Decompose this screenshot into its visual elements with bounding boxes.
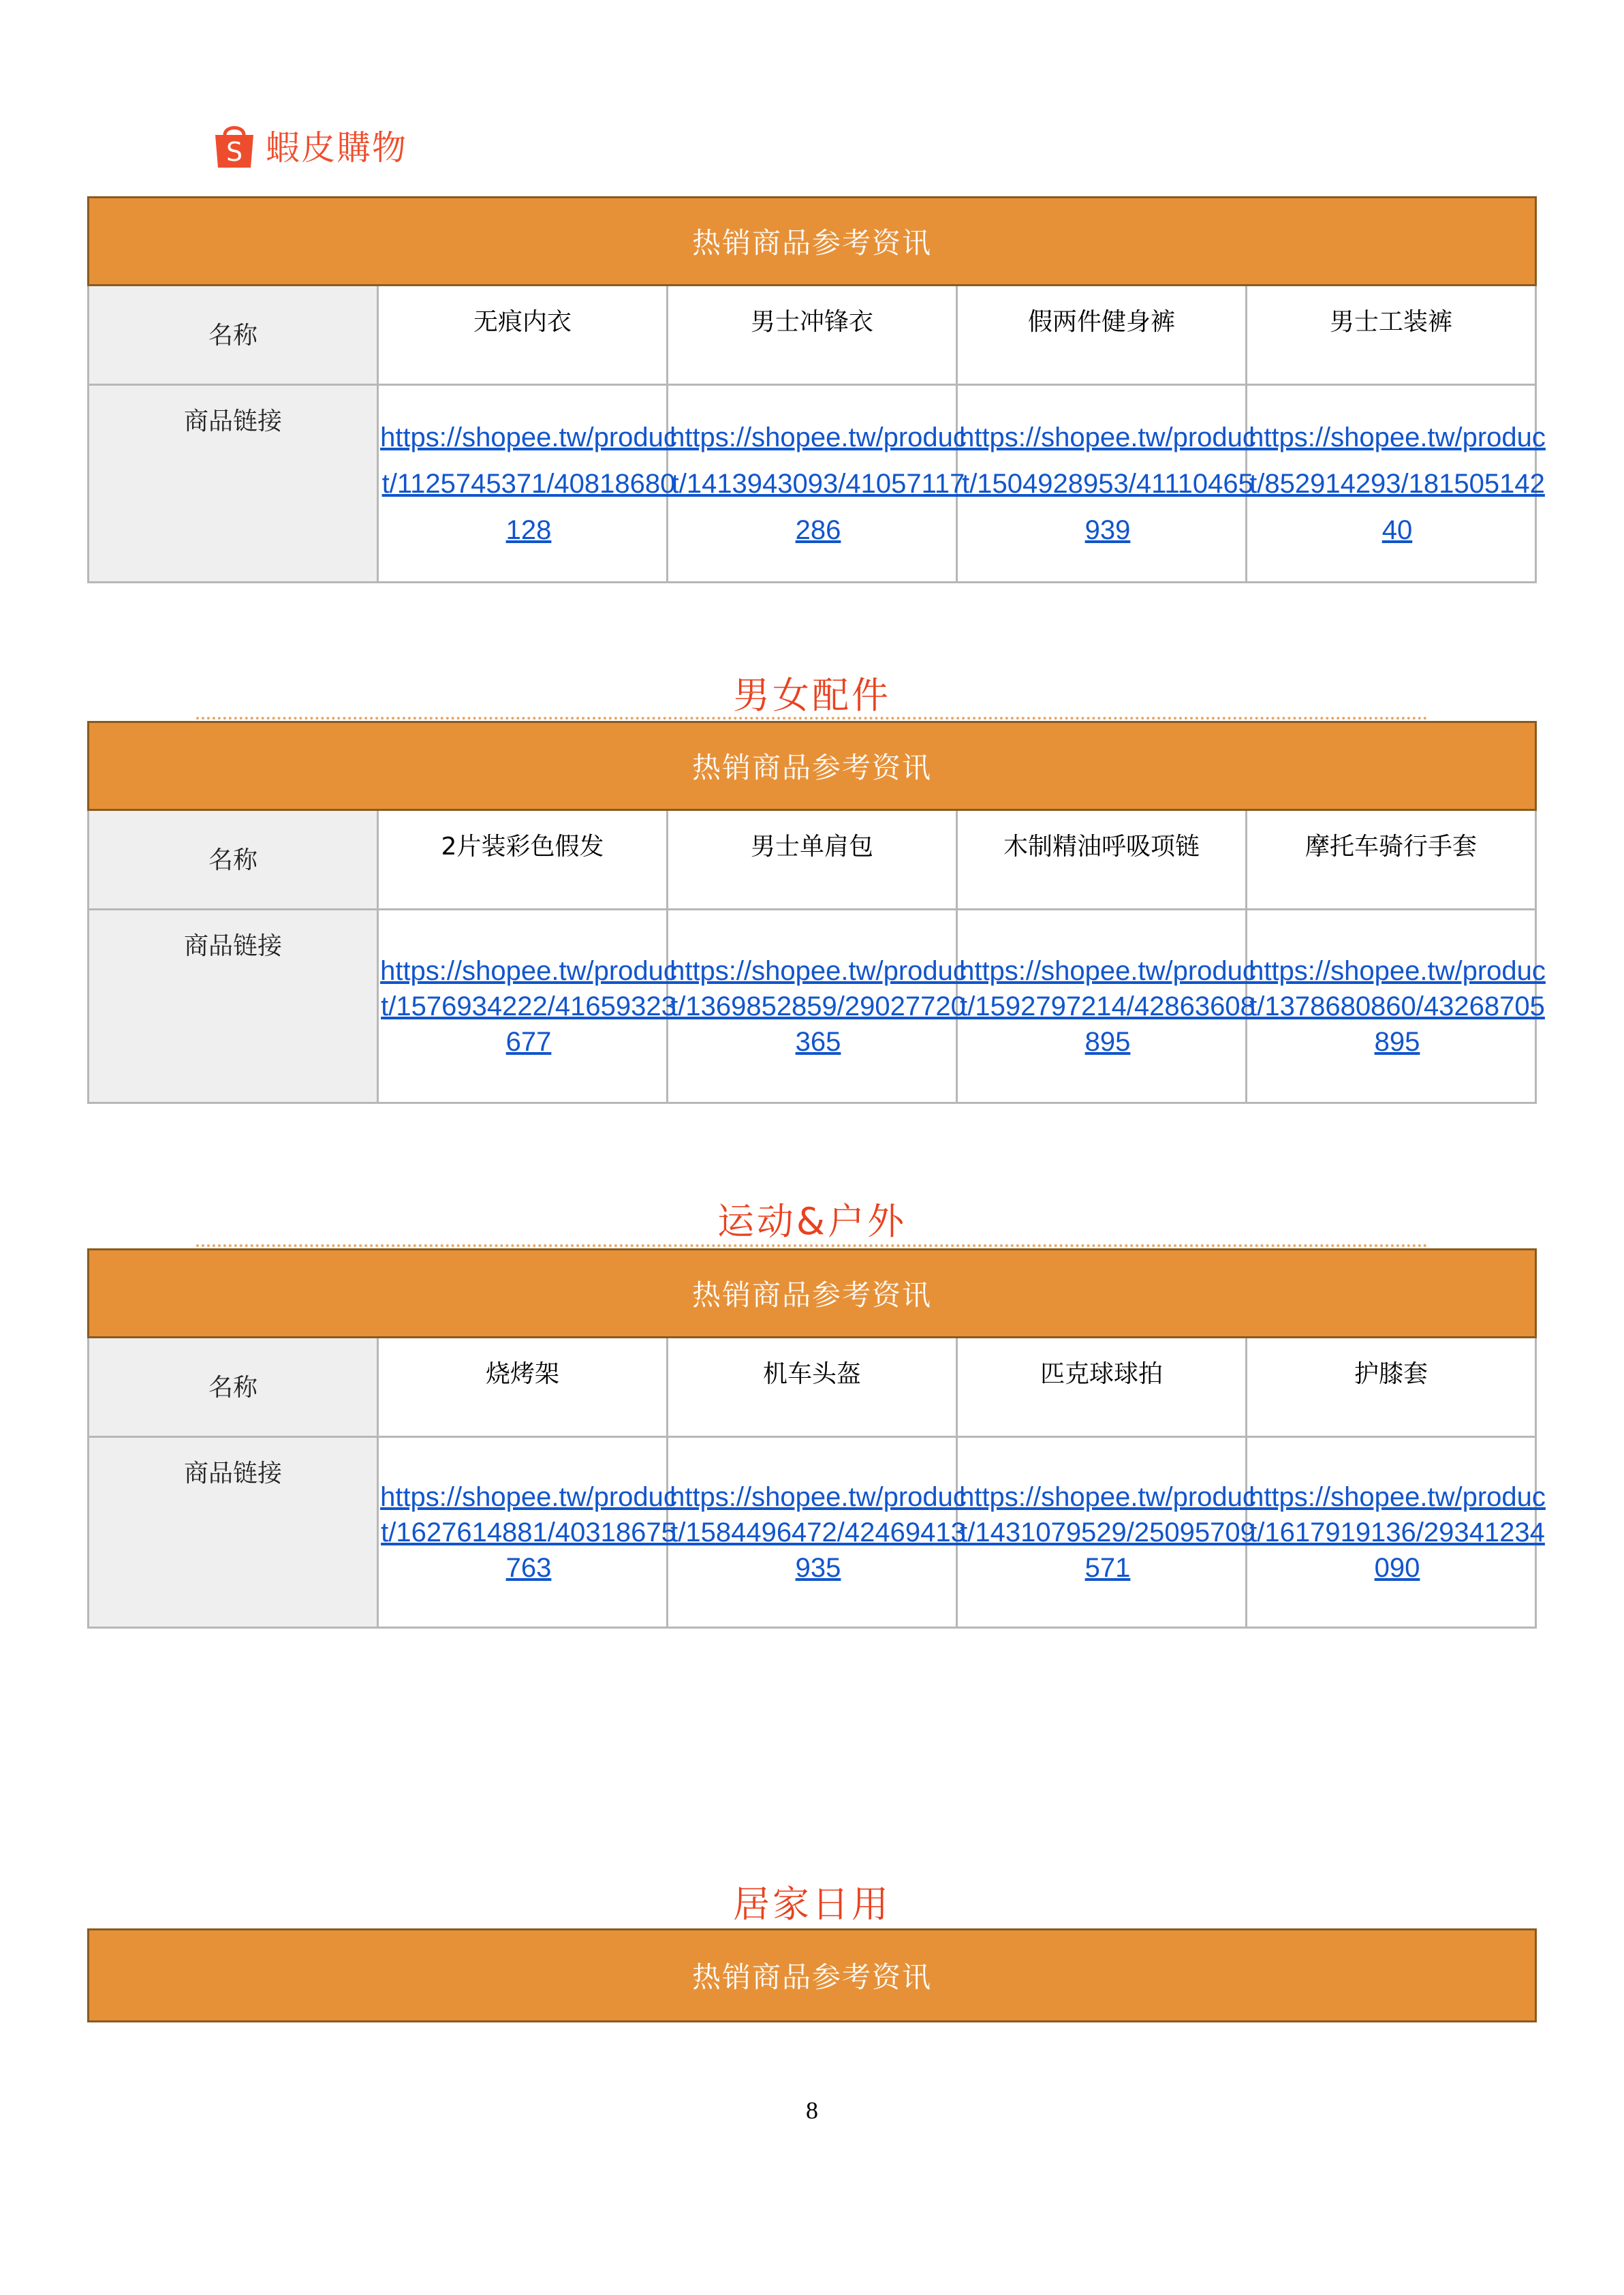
product-link[interactable]: https://shopee.tw/product/852914293/18150514240 <box>1249 422 1546 545</box>
product-name: 无痕内衣 <box>378 286 668 385</box>
link-cell <box>1247 910 1546 1103</box>
table-header: 热销商品参考资讯 <box>89 722 1536 810</box>
title-divider <box>196 1244 1428 1247</box>
product-name: 匹克球球拍 <box>957 1338 1247 1437</box>
row-label-link: 商品链接 <box>89 910 378 1103</box>
title-divider <box>196 717 1428 720</box>
product-link[interactable]: https://shopee.tw/product/1627614881/40318675763 <box>380 1481 677 1583</box>
product-link[interactable]: https://shopee.tw/product/1378680860/43268705895 <box>1249 955 1546 1057</box>
product-link[interactable]: https://shopee.tw/product/1369852859/29027720365 <box>670 955 967 1057</box>
product-name: 木制精油呼吸项链 <box>957 810 1247 910</box>
link-cell <box>378 910 677 1103</box>
row-label-link: 商品链接 <box>89 385 378 583</box>
product-link[interactable]: https://shopee.tw/product/1576934222/41659323677 <box>380 955 677 1057</box>
product-table-4 <box>87 1928 1537 2022</box>
product-name: 男士冲锋衣 <box>668 286 957 385</box>
link-cell <box>957 1437 1256 1628</box>
product-link[interactable]: https://shopee.tw/product/1413943093/41057117286 <box>670 422 967 545</box>
product-link[interactable]: https://shopee.tw/product/1592797214/42863608895 <box>959 955 1256 1057</box>
product-link[interactable]: https://shopee.tw/product/1431079529/25095709571 <box>959 1481 1256 1583</box>
link-cell <box>1247 1437 1546 1628</box>
section-title: 居家日用 <box>733 1883 891 1926</box>
product-table-3 <box>87 1248 1546 1629</box>
page-number: 8 <box>806 2097 818 2124</box>
product-link[interactable]: https://shopee.tw/product/1125745371/40818680128 <box>380 422 677 545</box>
link-cell <box>378 1437 677 1628</box>
product-link[interactable]: https://shopee.tw/product/1504928953/41110465939 <box>959 422 1256 545</box>
product-table-1 <box>87 196 1546 583</box>
link-cell <box>957 910 1256 1103</box>
shopping-bag-icon <box>213 121 256 169</box>
bag-letter: S <box>225 137 243 167</box>
row-label-link: 商品链接 <box>89 1437 378 1628</box>
brand-name: 蝦皮購物 <box>266 128 407 168</box>
section-title: 男女配件 <box>733 674 891 717</box>
link-cell <box>957 385 1256 583</box>
section-title: 运动&户外 <box>717 1200 907 1243</box>
link-cell <box>668 385 967 583</box>
product-name: 机车头盔 <box>668 1338 957 1437</box>
row-label-name: 名称 <box>89 810 378 910</box>
product-link[interactable]: https://shopee.tw/product/1584496472/42469413935 <box>670 1481 967 1583</box>
product-name: 护膝套 <box>1247 1338 1536 1437</box>
product-name: 男士单肩包 <box>668 810 957 910</box>
table-header: 热销商品参考资讯 <box>89 1250 1536 1338</box>
table-header: 热销商品参考资讯 <box>89 198 1536 286</box>
row-label-name: 名称 <box>89 286 378 385</box>
link-cell <box>1247 385 1546 583</box>
link-cell <box>378 385 677 583</box>
row-label-name: 名称 <box>89 1338 378 1437</box>
product-link[interactable]: https://shopee.tw/product/1617919136/29341234090 <box>1249 1481 1546 1583</box>
product-name: 男士工装裤 <box>1247 286 1536 385</box>
product-name: 假两件健身裤 <box>957 286 1247 385</box>
product-name: 2片装彩色假发 <box>378 810 668 910</box>
shopee-logo <box>213 119 407 172</box>
product-name: 摩托车骑行手套 <box>1247 810 1536 910</box>
product-table-2 <box>87 721 1546 1104</box>
link-cell <box>668 1437 967 1628</box>
table-header: 热销商品参考资讯 <box>89 1930 1536 2022</box>
product-name: 烧烤架 <box>378 1338 668 1437</box>
link-cell <box>668 910 967 1103</box>
